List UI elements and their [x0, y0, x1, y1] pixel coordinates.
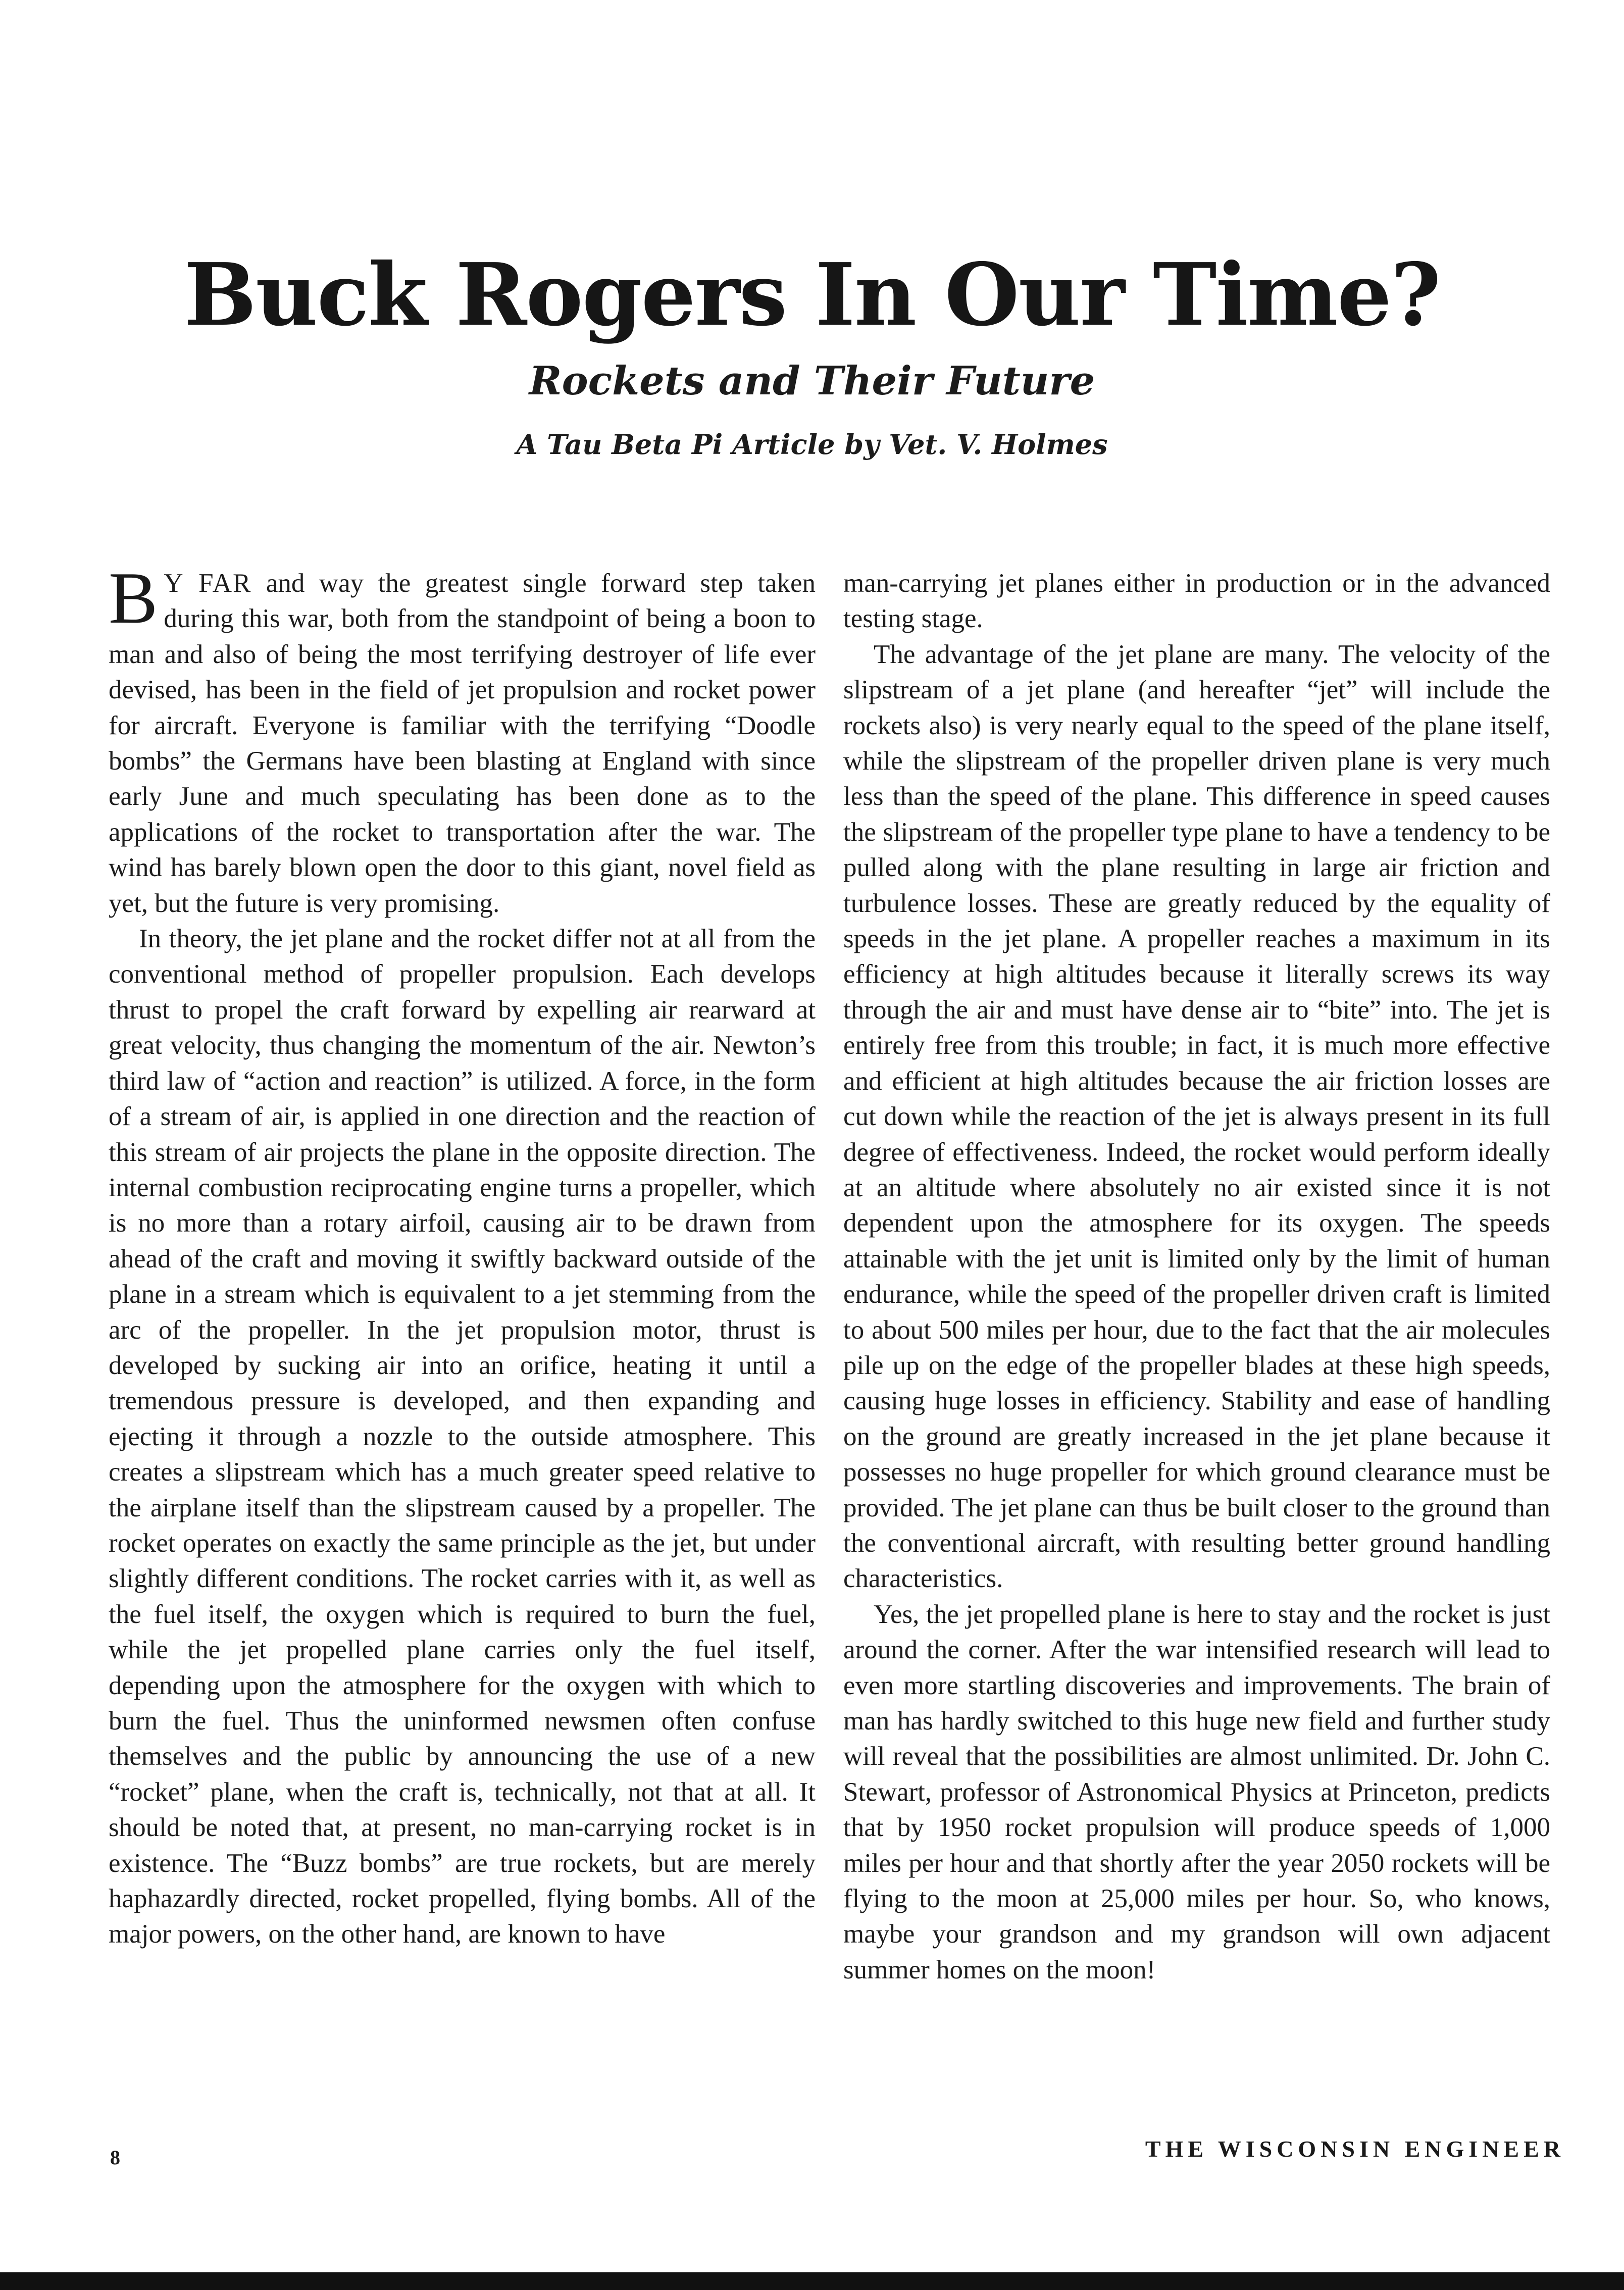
paragraph-4: Yes, the jet propelled plane is here to stay and the rocket is just around the corner. After the war intensified research will lead to even more startling discoveries and improvements. The brain of man has hardly switched to this huge new field and further study will reveal that the possibilities are almost unlimited. Dr. John C. Stewart, professor of Astronomical Physics at Princeton, predicts that by 1950 rocket propulsion will produce speeds of 1,000 miles per hour and that shortly after the year 2050 rockets will be flying to the moon at 25,000 miles per hour. So, who knows, maybe your grandson and my grandson will own adjacent summer homes on the moon! [843, 1599, 1550, 1984]
article-subtitle: Rockets and Their Future [529, 358, 1095, 404]
article-title: Buck Rogers In Our Time? [184, 244, 1440, 345]
paragraph-1 [109, 557, 816, 921]
right-column [843, 566, 1550, 1988]
left-column [109, 557, 816, 1952]
paragraph-1-text: and way the greatest single forward step taken during this war, both from the standpoint of being a boon to man and also of being the most terrifying destroyer of life ever devised, has been in the field of jet propulsion and rocket power for aircraft. Everyone is familiar with the terrifying “Doodle bombs” the Germans have been blasting at England with since early June and much speculating has been done as to the applications of the rocket to transportation after the war. The wind has barely blown open the door to this giant, novel field as yet, but the future is very promising. [109, 569, 816, 918]
drop-cap: B [109, 557, 158, 639]
article-byline: A Tau Beta Pi Article by Vet. V. Holmes [516, 428, 1108, 461]
page-number: 8 [110, 2146, 120, 2169]
lead-caps: Y FAR [164, 569, 252, 598]
paragraph-continued: man-carrying jet planes either in production or in the advanced testing stage. [843, 569, 1550, 634]
scan-edge-bar [0, 2272, 1624, 2290]
paragraph-2: In theory, the jet plane and the rocket differ not at all from the conventional method of propeller propulsion. Each develops thrust to propel the craft forward by expelling air rearward at great velocity, thus changing the momentum of the air. Newton’s third law of “action and reaction” is utilized. A force, in the form of a stream of air, is applied in one direction and the reaction of this stream of air projects the plane in the opposite direction. The internal combustion reciprocating engine turns a propeller, which is no more than a rotary airfoil, causing air to be drawn from ahead of the craft and moving it swiftly backward outside of the plane in a stream which is equivalent to a jet stemming from the arc of the propeller. In the jet propulsion motor, thrust is developed by sucking air into an orifice, heating it until a tremendous pressure is developed, and then expanding and ejecting it through a nozzle to the outside atmosphere. This creates a slipstream which has a much greater speed relative to the airplane itself than the slipstream caused by a propeller. The rocket operates on exactly the same principle as the jet, but under slightly different conditions. The rocket carries with it, as well as the fuel itself, the oxygen which is required to burn the fuel, while the jet propelled plane carries only the fuel itself, depending upon the atmosphere for the oxygen with which to burn the fuel. Thus the uninformed newsmen often confuse themselves and the public by announcing the use of a new “rocket” plane, when the craft is, technically, not that at all. It should be noted that, at present, no man-carrying rocket is in existence. The “Buzz bombs” are true rockets, but are merely haphazardly directed, rocket propelled, flying bombs. All of the major powers, on the other hand, are known to have [109, 924, 816, 1949]
paragraph-3: The advantage of the jet plane are many. The velocity of the slipstream of a jet plane (and hereafter “jet” will include the rockets also) is very nearly equal to the speed of the plane itself, while the slipstream of the propeller driven plane is very much less than the speed of the plane. This difference in speed causes the slipstream of the propeller type plane to have a tendency to be pulled along with the plane resulting in large air friction and turbulence losses. These are greatly reduced by the equality of speeds in the jet plane. A propeller reaches a maximum in its efficiency at high altitudes because it literally screws its way through the air and must have dense air to “bite” into. The jet is entirely free from this trouble; in fact, it is much more effective and efficient at high altitudes because the air friction losses are cut down while the reaction of the jet is always present in its full degree of effectiveness. Indeed, the rocket would perform ideally at an altitude where absolutely no air existed since it is not dependent upon the atmosphere for its oxygen. The speeds attainable with the jet unit is limited only by the limit of human endurance, while the speed of the propeller driven craft is limited to about 500 miles per hour, due to the fact that the air molecules pile up on the edge of the propeller blades at these high speeds, causing huge losses in efficiency. Stability and ease of handling on the ground are greatly increased in the jet plane because it possesses no huge propeller for which ground clearance must be provided. The jet plane can thus be built closer to the ground than the conventional aircraft, with resulting better ground handling characteristics. [843, 639, 1550, 1594]
journal-name: THE WISCONSIN ENGINEER [1145, 2136, 1565, 2162]
